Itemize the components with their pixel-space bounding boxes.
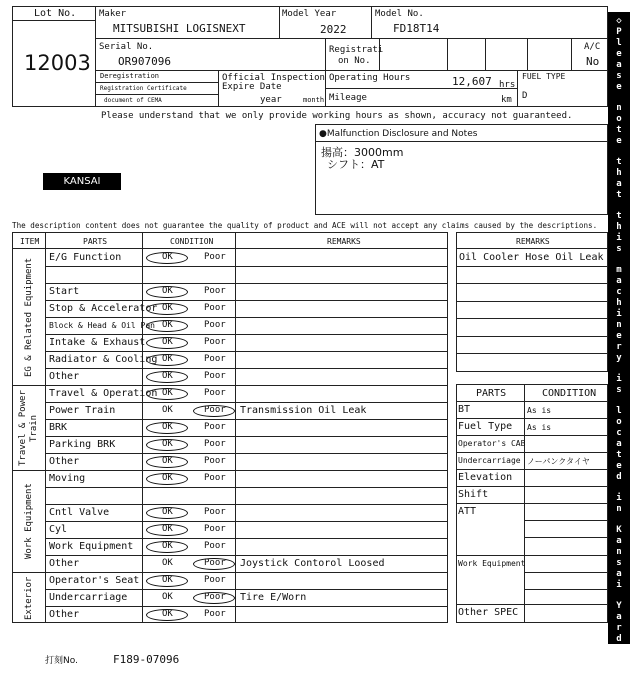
serial-value: OR907096 bbox=[118, 55, 171, 68]
fuel-type-label: FUEL TYPE bbox=[522, 72, 566, 81]
ok-option: OK bbox=[162, 592, 173, 602]
lot-label: Lot No. bbox=[34, 8, 77, 19]
poor-selected-mark bbox=[193, 558, 235, 570]
poor-option: Poor bbox=[204, 541, 226, 551]
row-part: Operator's Seat bbox=[49, 575, 140, 586]
poor-option: Poor bbox=[204, 286, 226, 296]
poor-option: Poor bbox=[204, 524, 226, 534]
ok-selected-mark bbox=[146, 439, 188, 451]
row-part: Block & Head & Oil Pan bbox=[49, 321, 155, 330]
right-parts-header: PARTS bbox=[476, 388, 507, 399]
mileage-label: Mileage bbox=[329, 93, 367, 103]
poor-option: Poor bbox=[204, 592, 226, 602]
registration-label-1: Registrati bbox=[329, 45, 384, 55]
ok-option: OK bbox=[162, 303, 173, 313]
registration-label-2: on No. bbox=[338, 56, 371, 66]
km-label: km bbox=[501, 95, 512, 105]
poor-option: Poor bbox=[204, 337, 226, 347]
ok-selected-mark bbox=[146, 320, 188, 332]
maker-value: MITSUBISHI LOGISNEXT bbox=[113, 22, 246, 35]
ok-selected-mark bbox=[146, 252, 188, 264]
row-part: Power Train bbox=[49, 405, 116, 416]
right-remarks-line-1: Oil Cooler Hose Oil Leak bbox=[459, 252, 604, 263]
poor-option: Poor bbox=[204, 303, 226, 313]
hours-notice: Please understand that we only provide working hours as shown, accuracy not guaranteed. bbox=[101, 111, 573, 121]
ok-option: OK bbox=[162, 439, 173, 449]
ok-selected-mark bbox=[146, 541, 188, 553]
row-remark: Transmission Oil Leak bbox=[240, 405, 367, 416]
fuel-type-value: D bbox=[522, 91, 528, 101]
right-row-part: Operator's CAB bbox=[458, 439, 526, 448]
ok-option: OK bbox=[162, 320, 173, 330]
group-exterior-label: Exterior bbox=[24, 576, 34, 620]
inspection-label-1: Official Inspection bbox=[222, 73, 325, 83]
row-remark: Joystick Contorol Loosed bbox=[240, 558, 385, 569]
ok-selected-mark bbox=[146, 371, 188, 383]
row-part: Intake & Exhaust bbox=[49, 337, 146, 348]
right-row-condition: As is bbox=[527, 423, 552, 432]
group-work-label: Work Equipment bbox=[24, 483, 34, 560]
group-travel-label: Travel & Power Train bbox=[18, 390, 39, 466]
right-row-condition: As is bbox=[527, 406, 552, 415]
poor-option: Poor bbox=[204, 252, 226, 262]
dereg-label: Deregistration bbox=[100, 72, 160, 80]
ok-selected-mark bbox=[146, 286, 188, 298]
ok-option: OK bbox=[162, 575, 173, 585]
row-part: Other bbox=[49, 609, 80, 620]
lot-number: 12003 bbox=[24, 51, 91, 75]
stamp-label: 打刻No. bbox=[45, 656, 78, 666]
ok-option: OK bbox=[162, 371, 173, 381]
poor-option: Poor bbox=[204, 507, 226, 517]
row-part: Radiator & Cooling bbox=[49, 354, 158, 365]
right-condition-header: CONDITION bbox=[542, 388, 597, 399]
ok-option: OK bbox=[162, 456, 173, 466]
row-part: Moving bbox=[49, 473, 86, 484]
poor-option: Poor bbox=[204, 371, 226, 381]
row-part: Other bbox=[49, 456, 80, 467]
hrs-label: hrs bbox=[499, 80, 516, 90]
right-row-part: Undercarriage bbox=[458, 456, 521, 465]
model-no-value: FD18T14 bbox=[393, 22, 440, 35]
ok-option: OK bbox=[162, 422, 173, 432]
row-part: Cyl bbox=[49, 524, 68, 535]
row-part: E/G Function bbox=[49, 252, 122, 263]
operating-hours-value: 12,607 bbox=[452, 75, 492, 88]
model-year-label: Model Year bbox=[282, 9, 337, 19]
ok-option: OK bbox=[162, 609, 173, 619]
ok-selected-mark bbox=[146, 388, 188, 400]
ok-option: OK bbox=[162, 337, 173, 347]
col-item-header: ITEM bbox=[20, 237, 40, 246]
serial-label: Serial No. bbox=[99, 42, 154, 52]
ok-selected-mark bbox=[146, 337, 188, 349]
row-part: Stop & Accelerator bbox=[49, 303, 158, 314]
row-part: Start bbox=[49, 286, 80, 297]
disclosure-title: ●Malfunction Disclosure and Notes bbox=[319, 129, 478, 139]
poor-option: Poor bbox=[204, 575, 226, 585]
ac-value: No bbox=[586, 55, 600, 68]
operating-hours-label: Operating Hours bbox=[329, 73, 411, 83]
poor-option: Poor bbox=[204, 422, 226, 432]
col-condition-header: CONDITION bbox=[170, 237, 214, 246]
poor-selected-mark bbox=[193, 592, 235, 604]
right-row-part: Work Equipment bbox=[458, 559, 526, 568]
ok-option: OK bbox=[162, 524, 173, 534]
ok-selected-mark bbox=[146, 303, 188, 315]
poor-option: Poor bbox=[204, 609, 226, 619]
row-part: Other bbox=[49, 558, 80, 569]
sidebar-text: ◇ P l e a s e n o t e t h a t t h i s m a c h i n e r y i s l o c a t e d i n K a n s a i Y a r d ◇ bbox=[616, 16, 622, 655]
poor-selected-mark bbox=[193, 405, 235, 417]
poor-option: Poor bbox=[204, 405, 226, 415]
disclaimer-text: The description content does not guarantee the quality of product and ACE will not accept any claims caused by the descriptions. bbox=[12, 221, 598, 230]
ok-selected-mark bbox=[146, 354, 188, 366]
group-eg-label: EG & Related Equipment bbox=[24, 257, 34, 377]
poor-option: Poor bbox=[204, 558, 226, 568]
cema-label: document of CEMA bbox=[104, 97, 162, 104]
row-part: Travel & Operation bbox=[49, 388, 158, 399]
poor-option: Poor bbox=[204, 439, 226, 449]
col-parts-header: PARTS bbox=[83, 237, 108, 246]
right-row-part: Fuel Type bbox=[458, 421, 513, 432]
stamp-number: F189-07096 bbox=[113, 653, 180, 666]
poor-option: Poor bbox=[204, 320, 226, 330]
disclosure-line-1: 揚高：3000mm bbox=[321, 146, 404, 159]
right-row-part: ATT bbox=[458, 506, 477, 517]
ok-selected-mark bbox=[146, 575, 188, 587]
right-remarks-header: REMARKS bbox=[516, 237, 550, 246]
row-remark: Tire E/Worn bbox=[240, 592, 307, 603]
row-part: Other bbox=[49, 371, 80, 382]
ok-selected-mark bbox=[146, 524, 188, 536]
year-label: year bbox=[260, 95, 282, 105]
right-row-part: Elevation bbox=[458, 472, 513, 483]
ok-option: OK bbox=[162, 558, 173, 568]
model-year-value: 2022 bbox=[320, 23, 347, 36]
reg-cert-label: Registration Certificate bbox=[100, 85, 187, 92]
row-part: Parking BRK bbox=[49, 439, 116, 450]
poor-option: Poor bbox=[204, 473, 226, 483]
month-label: month bbox=[303, 96, 325, 104]
right-row-part: Other SPEC bbox=[458, 607, 519, 618]
location-notice-sidebar bbox=[608, 12, 630, 655]
model-no-label: Model No. bbox=[375, 9, 424, 19]
ok-option: OK bbox=[162, 252, 173, 262]
poor-option: Poor bbox=[204, 456, 226, 466]
ok-option: OK bbox=[162, 354, 173, 364]
ac-label: A/C bbox=[584, 42, 601, 52]
ok-selected-mark bbox=[146, 473, 188, 485]
ok-option: OK bbox=[162, 507, 173, 517]
right-row-part: Shift bbox=[458, 489, 489, 500]
disclosure-line-2: シフト：AT bbox=[327, 158, 385, 171]
row-part: Cntl Valve bbox=[49, 507, 110, 518]
row-part: Undercarriage bbox=[49, 592, 128, 603]
inspection-label-2: Expire Date bbox=[222, 82, 282, 92]
ok-option: OK bbox=[162, 286, 173, 296]
maker-label: Maker bbox=[99, 9, 127, 19]
ok-option: OK bbox=[162, 388, 173, 398]
poor-option: Poor bbox=[204, 354, 226, 364]
poor-option: Poor bbox=[204, 388, 226, 398]
row-part: Work Equipment bbox=[49, 541, 134, 552]
right-row-part: BT bbox=[458, 404, 471, 415]
ok-option: OK bbox=[162, 541, 173, 551]
ok-selected-mark bbox=[146, 422, 188, 434]
ok-option: OK bbox=[162, 473, 173, 483]
col-remarks-header: REMARKS bbox=[327, 237, 361, 246]
ok-selected-mark bbox=[146, 456, 188, 468]
row-part: BRK bbox=[49, 422, 68, 433]
ok-selected-mark bbox=[146, 609, 188, 621]
ok-option: OK bbox=[162, 405, 173, 415]
ok-selected-mark bbox=[146, 507, 188, 519]
location-badge: KANSAI bbox=[43, 173, 121, 190]
right-row-condition: ノーパンクタイヤ bbox=[527, 457, 590, 466]
